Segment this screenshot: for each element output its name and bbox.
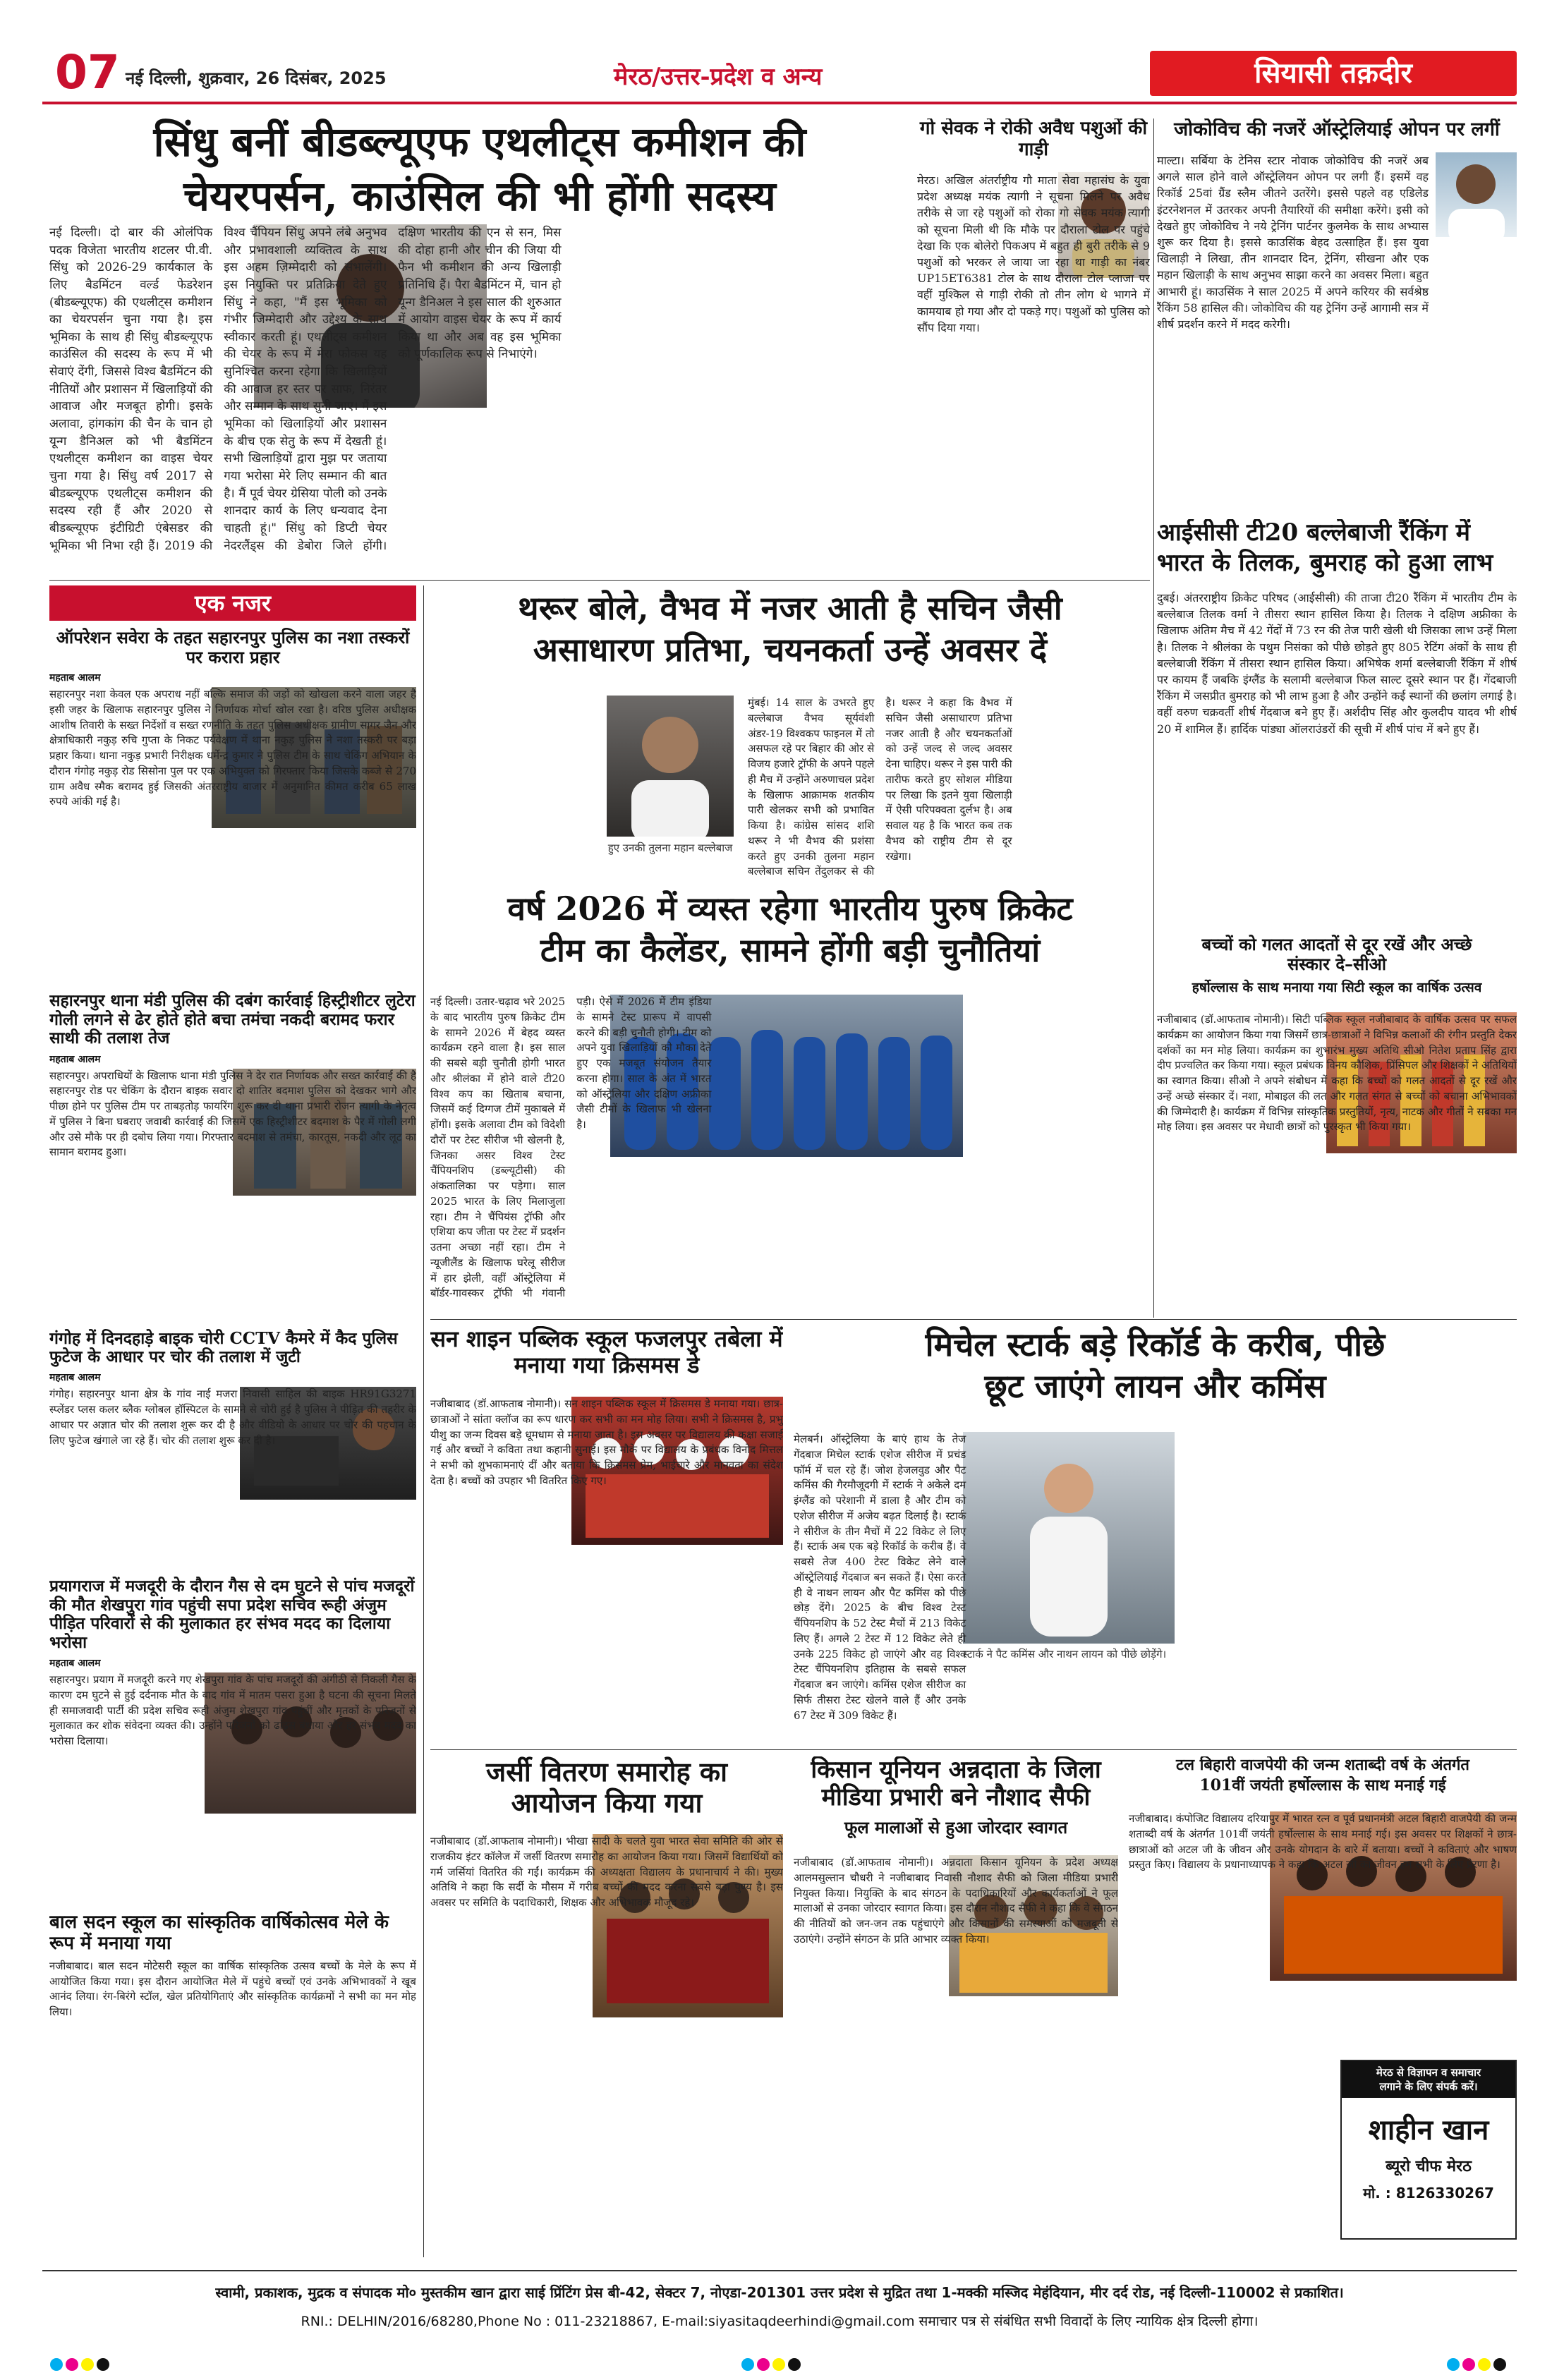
story1-body: सहारनपुर नशा केवल एक अपराध नहीं बल्कि समाज की जड़ों को खोखला करने वाला जहर है इसी जहर के खिलाफ सहारनपुर पुलिस ने निर्णायक मोर्चा खोल रखा है। वरिष्ठ पुलिस अधीक्षक आशीष तिवारी के सख्त निर्देशों व सख्त रणनीति के तहत पुलिस अधीक्षक ग्रामीण सागर जैन और क्षेत्राधिकारी नकुड़ रुचि गुप्ता के निकट पर्यवेक्षण में थाना नकुड़ पुलिस ने नशा तस्करी पर बड़ा प्रहार किया। थाना नकुड़ प्रभारी निरीक्षक धर्मेन्द्र कुमार ने पुलिस टीम के साथ चेकिंग अभियान के दौरान गंगोह नकुड़ रोड सिसोना पुल पर एक अभियुक्त को गिरफ्तार किया जिसके कब्जे से 270 ग्राम अवैध स्मैक बरामद हुई जिसकी अंतरराष्ट्रीय बाजार में अनुमानित कीमत करीब 65 लाख रुपये आंकी गई है। [49, 688, 416, 808]
cricket-headline-line1: वर्ष 2026 में व्यस्त रहेगा भारतीय पुरुष क्रिकेट [507, 890, 1073, 928]
ek-nazar-label [49, 585, 416, 621]
lead-headline-line2: चेयरपर्सन, काउंसिल की भी होंगी सदस्य [183, 171, 776, 220]
dateline: नई दिल्ली, शुक्रवार, 26 दिसंबर, 2025 [126, 68, 387, 88]
starc-headline-line2: छूट जाएंगे लायन और कमिंस [984, 1366, 1326, 1405]
jersey-story [430, 1756, 783, 2243]
story3-byline: महताब आलम [49, 1372, 101, 1384]
rule-h2 [430, 1319, 1517, 1320]
tharoor-body-a [430, 696, 593, 879]
story2-body: सहारनपुर। अपराधियों के खिलाफ थाना मंडी पुलिस ने देर रात निर्णायक और सख्त कार्रवाई की है सहारनपुर रोड पर चेकिंग के दौरान बाइक सवार दो शातिर बदमाश पुलिस को देखकर भागे और पीछा होने पर पुलिस टीम पर ताबड़तोड़ फायरिंग शुरू कर दी थाना प्रभारी रोजन त्यागी के नेतृत्व में पुलिस ने बिना घबराए जवाबी कार्रवाई की जिसमें एक हिस्ट्रीशीटर बदमाश के पैर में गोली लगी और उसे मौके पर ही दबोच लिया गया। गिरफ्तार बदमाश से तमंचा, कारतूस, नकदी और लूट का सामान बरामद हुआ। [49, 1069, 416, 1159]
color-registration-strip [42, 2355, 1517, 2374]
gosevak-story [917, 119, 1150, 577]
contact-banner [1342, 2061, 1515, 2098]
atal-story [1129, 1756, 1517, 2243]
tharoor-story [430, 590, 1150, 886]
section-title: मेरठ/उत्तर-प्रदेश व अन्य [614, 63, 823, 91]
story3-body: गंगोह। सहारनपुर थाना क्षेत्र के गांव नाई मजरा निवासी साहिल की बाइक HR91G3271 स्प्लेंडर प्लस कलर ब्लैक ग्लोबल हॉस्पिटल के सामने से चोरी हुई है पुलिस ने पीड़ित की तहरीर के आधार पर अज्ञात चोर की तलाश शुरू कर दी है और वीडियो के आधार पर चोर की पहचान के लिए फुटेज खंगाले जा रहे हैं। चोर की तलाश शुरू कर दी है। [49, 1388, 416, 1447]
kisan-subhead: फूल मालाओं से हुआ जोरदार स्वागत [844, 1817, 1068, 1838]
story3-wrap [49, 1387, 416, 1570]
icc-headline-line1: आईसीसी टी20 बल्लेबाजी रैंकिंग में [1157, 519, 1470, 547]
story3-headline: गंगोह में दिनदहाड़े बाइक चोरी CCTV कैमरे में कैद पुलिस फुटेज के आधार पर चोर की तलाश में जुटी [49, 1328, 398, 1366]
icc-body: दुबई। अंतरराष्ट्रीय क्रिकेट परिषद (आईसीसी) की ताजा टी20 रैंकिंग में भारतीय टीम के बल्लेबाज तिलक वर्मा ने तीसरा स्थान हासिल किया है। तिलक ने दक्षिण अफ्रीका के खिलाफ अंतिम मैच में 42 गेंदों में 73 रन की तेज पारी खेली थी जिसका लाभ उन्हें मिला है। तिलक ने श्रीलंका के पथुम निसंका को पीछे छोड़ते हुए 805 रेटिंग अंकों के साथ ही बल्लेबाजी रैंकिंग में तीसरा स्थान हासिल किया। अभिषेक शर्मा बल्लेबाजी रैंकिंग में शीर्ष पर कायम हैं जबकि इंग्लैंड के सलामी बल्लेबाज फिल साल्ट दूसरे स्थान पर हैं। गेंदबाजी रैंकिंग में जसप्रीत बुमराह को भी लाभ हुआ है और उन्होंने कई स्थानों की छलांग लगाई है। वहीं वरुण चक्रवर्ती शीर्ष गेंदबाज बने हुए हैं। अर्शदीप सिंह और कुलदीप यादव भी शीर्ष 20 में शामिल हैं। हार्दिक पांड्या ऑलराउंडरों की सूची में शीर्ष पांच में बने हुए हैं। [1157, 591, 1517, 736]
school-headline-line2: संस्कार दे–सीओ [1287, 953, 1387, 974]
tharoor-headline-line2: असाधारण प्रतिभा, चयनकर्ता उन्हें अवसर दें [533, 630, 1048, 669]
lead-headline-line1: सिंधु बनीं बीडब्ल्यूएफ एथलीट्स कमीशन की [153, 119, 806, 166]
contact-box [1340, 2060, 1517, 2240]
cricket-story [430, 890, 1150, 1313]
contact-line2: लगाने के लिए संपर्क करें। [1379, 2080, 1478, 2093]
starc-headline-line1: मिचेल स्टार्क बड़े रिकॉर्ड के करीब, पीछे [925, 1326, 1386, 1364]
paper-name-box [1150, 51, 1517, 96]
contact-role: ब्यूरो चीफ मेरठ [1386, 2157, 1472, 2175]
footer-line1: स्वामी, प्रकाशक, मुद्रक व संपादक मो० मुस्तकीम खान द्वारा साई प्रिंटिंग प्रेस बी-42, सेक्टर 7, नोएडा-201301 उत्तर प्रदेश से मुद्रित तथा 1-मक्की मस्जिद मेहंदियान, मीर दर्द रोड, नई दिल्ली-110002 से प्रकाशित। [215, 2284, 1344, 2301]
gosevak-headline: गो सेवक ने रोकी अवैध पशुओं की गाड़ी [919, 119, 1148, 160]
rule-h3 [430, 1749, 1517, 1750]
kisan-story [794, 1756, 1118, 2243]
school-subhead: हर्षोल्लास के साथ मनाया गया सिटी स्कूल का वार्षिक उत्सव [1192, 980, 1482, 996]
icc-story [1157, 519, 1517, 928]
tharoor-caption: हुए उनकी तुलना महान बल्लेबाज [607, 842, 733, 854]
ek-nazar-column [49, 585, 416, 2264]
imprint-footer [42, 2270, 1517, 2348]
tharoor-body: मुंबई। 14 साल के उभरते हुए बल्लेबाज वैभव सूर्यवंशी अंडर-19 विश्वकप फाइनल में तो असफल रहे पर बिहार की ओर से विजय हजारे ट्रॉफी के अपने पहले ही मैच में उन्होंने अरुणाचल प्रदेश के खिलाफ आक्रामक शतकीय पारी खेलकर सभी को प्रभावित किया है। कांग्रेस सांसद शशि थरूर ने भी वैभव की प्रशंसा करते हुए उनकी तुलना महान बल्लेबाज सचिन तेंदुलकर से की है। थरूर ने कहा कि वैभव में सचिन जैसी असाधारण प्रतिभा नजर आती है और चयनकर्ताओं को उन्हें जल्द से जल्द अवसर देना चाहिए। थरूर ने इस पारी की तारीफ करते हुए सोशल मीडिया पर लिखा कि इतने युवा खिलाड़ी में ऐसी परिपक्वता दुर्लभ है। अब सवाल यह है कि भारत कब तक वैभव को राष्ट्रीय टीम से दूर रखेगा। [748, 696, 1012, 878]
masthead [0, 0, 1552, 99]
djokovic-headline: जोकोविच की नजरें ऑस्ट्रेलियाई ओपन पर लगीं [1174, 119, 1500, 140]
rule-h1 [49, 580, 1150, 581]
kisan-body: नजीबाबाद (डॉ.आफताब नोमानी)। अन्नदाता किसान यूनियन के प्रदेश अध्यक्ष आलमसुल्तान चौधरी ने नजीबाबाद निवासी नौशाद सैफी को जिला मीडिया प्रभारी नियुक्त किया। नियुक्ति के बाद संगठन के पदाधिकारियों और कार्यकर्ताओं ने फूल मालाओं से उनका जोरदार स्वागत किया। इस दौरान नौशाद सैफी ने कहा कि वे संगठन की नीतियों को जन-जन तक पहुंचाएंगे और किसानों की समस्याओं को मजबूती से उठाएंगे। उन्होंने संगठन के प्रति आभार व्यक्त किया। [794, 1856, 1118, 1945]
atal-headline-line1: टल बिहारी वाजपेयी की जन्म शताब्दी वर्ष के अंतर्गत [1176, 1756, 1469, 1774]
kisan-headline-line1: किसान यूनियन अन्नदाता के जिला [811, 1756, 1101, 1784]
story1-byline: महताब आलम [49, 672, 101, 684]
masthead-rule [42, 102, 1517, 104]
contact-line1: मेरठ से विज्ञापन व समाचार [1376, 2066, 1481, 2079]
story1-wrap [49, 687, 416, 983]
starc-caption: स्टार्क ने पैट कमिंस और नाथन लायन को पीछे छोड़ेंगे। [963, 1648, 1167, 1660]
story4-byline: महताब आलम [49, 1658, 101, 1670]
school-headline-line1: बच्चों को गलत आदतों से दूर रखें और अच्छे [1201, 935, 1472, 954]
ek-nazar-text: एक नजर [194, 590, 271, 617]
lead-body: नई दिल्ली। दो बार की ओलंपिक पदक विजेता भारतीय शटलर पी.वी. सिंधु को 2026-29 कार्यकाल के लिए बैडमिंटन वर्ल्ड फेडरेशन (बीडब्ल्यूएफ) की एथलीट्स कमीशन का चेयरपर्सन चुना गया है। इस भूमिका के साथ ही सिंधु बीडब्ल्यूएफ काउंसिल की सदस्य के रूप में भी सेवाएं देंगी, जिससे विश्व बैडमिंटन की नीतियों और प्रशासन में खिलाड़ियों की आवाज और मजबूत होगी। इसके अलावा, हांगकांग की चैन के चान हो यून्ग डैनिअल को भी बैडमिंटन एथलीट्स कमीशन का वाइस चेयर चुना गया है। सिंधु वर्ष 2017 से बीडब्ल्यूएफ एथलीट्स कमीशन की सदस्य रही हैं और 2020 से बीडब्ल्यूएफ इंटीग्रिटी एंबेसडर की भूमिका भी निभा रही हैं। 2019 की विश्व चैंपियन सिंधु अपने लंबे अनुभव और प्रभावशाली व्यक्तित्व के साथ इस अहम ज़िम्मेदारी को संभालेंगी। इस नियुक्ति पर प्रतिक्रिया देते हुए सिंधु ने कहा, "मैं इस भूमिका को गंभीर जिम्मेदारी और उद्देश्य के साथ स्वीकार करती हूं। एथलीट्स कमीशन की चेयर के रूप में मेरा फोकस यह सुनिश्चित करना रहेगा कि खिलाड़ियों की आवाज हर स्तर पर साफ, निरंतर और सम्मान के साथ सुनी जाए। मैं इस भूमिका को खिलाड़ियों और प्रशासन के बीच एक सेतु के रूप में देखती हूं। सभी खिलाड़ियों द्वारा मुझ पर जताया गया भरोसा मेरे लिए सम्मान की बात है। मैं पूर्व चेयर ग्रेसिया पोली को उनके शानदार कार्य के लिए धन्यवाद देना चाहती हूं।" सिंधु को डिप्टी चेयर नेदरलैंड्स की डेबोरा जिले होंगी। दक्षिण भारतीय की एन से सन, मिस की दोहा हानी और चीन की जिया यी फैन भी कमीशन की अन्य खिलाड़ी प्रतिनिधि हैं। पैरा बैडमिंटन में, चान हो यून्ग डैनिअल ने इस साल की शुरुआत में आयोग वाइस चेयर के रूप में कार्य किया था और अब वह इस भूमिका को पूर्णकालिक रूप से निभाएंगे। [49, 226, 562, 553]
footer-line2: RNI.: DELHIN/2016/68280,Phone No : 011-23218867, E-mail:siyasitaqdeerhindi@gmail.com समाचार पत्र से संबंधित सभी विवादों के लिए न्यायिक क्षेत्र दिल्ली होगा। [301, 2314, 1259, 2329]
starc-story [794, 1326, 1517, 1742]
story1-headline: ऑपरेशन सवेरा के तहत सहारनपुर पुलिस का नशा तस्करों पर करारा प्रहार [56, 627, 410, 667]
story4-wrap [49, 1672, 416, 1905]
gosevak-body: मेरठ। अखिल अंतर्राष्ट्रीय गौ माता सेवा महासंघ के युवा प्रदेश अध्यक्ष मयंक त्यागी ने सूचना मिलने पर अवैध तरीके से जा रहे पशुओं को रोका गो सेवक मयंक त्यागी को सूचना मिली थी कि मौके पर दौराला टोल पर पहुंचे देखा कि एक बोलेरो पिकअप में बहुत ही बुरी तरीके से 9 पशुओं को भरकर ले जाया जा रहा था गाड़ी का नंबर UP15ET6381 टोल के साथ दौराला टोल प्लाजा पर वहीं मुश्किल से गाड़ी रोकी तो तीन लोग थे भागने में कामयाब हो गया और दो पकड़े गए। पशुओं को पुलिस को सौंप दिया गया। [917, 174, 1150, 334]
jersey-headline-line2: आयोजन किया गया [511, 1786, 703, 1819]
jersey-headline-line1: जर्सी वितरण समारोह का [486, 1756, 727, 1787]
story2-headline: सहारनपुर थाना मंडी पुलिस की दबंग कार्रवाई हिस्ट्रीशीटर लुटेरा गोली लगने से ढेर होते होते बचा तमंचा नकदी बरामद फरार साथी की तलाश तेज [49, 991, 416, 1048]
story2-byline: महताब आलम [49, 1053, 101, 1065]
atal-headline-line2: 101वीं जयंती हर्षोल्लास के साथ मनाई गई [1199, 1776, 1446, 1795]
kisan-headline-line2: मीडिया प्रभारी बने नौशाद सैफी [821, 1783, 1091, 1812]
rule-v2 [1153, 119, 1154, 1318]
story5-body: नजीबाबाद। बाल सदन मोटेसरी स्कूल का वार्षिक सांस्कृतिक उत्सव बच्चों के मेले के रूप में आयोजित किया गया। इस दौरान आयोजित मेले में पहुंचे बच्चों एवं उनके अभिभावकों ने खूब आनंद लिया। रंग-बिरंगे स्टॉल, खेल प्रतियोगिताएं और सांस्कृतिक कार्यक्रमों ने सभी का मन मोह लिया। [49, 1959, 416, 2019]
djokovic-story [1157, 119, 1517, 514]
sunshine-body: नजीबाबाद (डॉ.आफताब नोमानी)। सन शाइन पब्लिक स्कूल में क्रिसमस डे मनाया गया। छात्र-छात्राओं ने सांता क्लॉज का रूप धारण कर सभी का मन मोह लिया। सभी ने क्रिसमस है, प्रभु यीशु का जन्म दिवस बड़े धूमधाम से मनाया जाता है। इस अवसर पर विद्यालय की कक्षा सजाई गई और बच्चों ने कविता तथा कहानी सुनाई। इस मौके पर विद्यालय के प्रबंधक विनोद मित्तल ने सभी को शुभकामनाएं दीं और बताया कि क्रिसमस प्रेम, भाईचारे और मानवता का संदेश देता है। बच्चों को उपहार भी वितरित किए गए। [430, 1397, 783, 1487]
tharoor-headline-line1: थरूर बोले, वैभव में नजर आती है सचिन जैसी [518, 590, 1062, 627]
sunshine-story [430, 1326, 783, 1742]
lead-story [49, 119, 910, 577]
cricket-headline-line2: टीम का कैलेंडर, सामने होंगी बड़ी चुनौतियां [540, 930, 1041, 969]
icc-headline-line2: भारत के तिलक, बुमराह को हुआ लाभ [1157, 549, 1493, 578]
jersey-body: नजीबाबाद (डॉ.आफताब नोमानी)। भीखा सादी के चलते युवा भारत सेवा समिति की ओर से राजकीय इंटर कॉलेज में जर्सी वितरण समारोह का आयोजन किया गया। जिसमें विद्यार्थियों को गर्म जर्सियां वितरित की गईं। कार्यक्रम की अध्यक्षता विद्यालय के प्रधानाचार्य ने की। मुख्य अतिथि ने कहा कि सर्दी के मौसम में गरीब बच्चों की मदद करना सबसे बड़ा पुण्य है। इस अवसर पर समिति के पदाधिकारी, शिक्षक और अभिभावक मौजूद रहे। [430, 1835, 783, 1909]
atal-body: नजीबाबाद। कंपोजिट विद्यालय दरियापुर में भारत रत्न व पूर्व प्रधानमंत्री अटल बिहारी वाजपेयी की जन्म शताब्दी वर्ष के अंतर्गत 101वीं जयंती हर्षोल्लास के साथ मनाई गई। इस अवसर पर शिक्षकों ने छात्र-छात्राओं को अटल जी के जीवन और उनके योगदान के बारे में बताया। बच्चों ने कविताएं और भाषण प्रस्तुत किए। विद्यालय के प्रधानाध्यापक ने कहा कि अटल जी का जीवन हम सभी के लिए प्रेरणा है। [1129, 1812, 1517, 1871]
story4-body: सहारनपुर। प्रयाग में मजदूरी करने गए शेखपुरा गांव के पांच मजदूरों की अंगीठी से निकली गैस के कारण दम घुटने से हुई दर्दनाक मौत के बाद गांव में मातम पसरा हुआ है घटना की सूचना मिलते ही समाजवादी पार्टी की प्रदेश सचिव रूही अंजुम शेखपुरा गांव पहुंचीं और मृतकों के परिजनों से मुलाकात कर शोक संवेदना व्यक्त की। उन्होंने परिजनों को ढांढस बंधाया और हर संभव मदद का भरोसा दिलाया। [49, 1673, 416, 1748]
tharoor-photo [607, 696, 734, 837]
story4-headline: प्रयागराज में मजदूरी के दौरान गैस से दम घुटने से पांच मजदूरों की मौत शेखपुरा गांव पहुंची सपा प्रदेश सचिव रूही अंजुम पीड़ित परिवारों से की मुलाकात हर संभव मदद का दिलाया भरोसा [49, 1577, 415, 1652]
story5-headline: बाल सदन स्कूल का सांस्कृतिक वार्षिकोत्सव मेले के रूप में मनाया गया [49, 1912, 389, 1955]
school-body: नजीबाबाद (डॉ.आफताब नोमानी)। सिटी पब्लिक स्कूल नजीबाबाद के वार्षिक उत्सव पर सफल कार्यक्रम का आयोजन किया गया जिसमें छात्र-छात्राओं ने विभिन्न कलाओं की रंगीन प्रस्तुति देकर दर्शकों का मन मोह लिया। कार्यक्रम का शुभारंभ मुख्य अतिथि सीओ नितेश प्रताप सिंह द्वारा दीप प्रज्वलित कर किया गया। स्कूल प्रबंधक विनय कौशिक, प्रिंसिपल और शिक्षकों ने अतिथियों का स्वागत किया। सीओ ने अपने संबोधन में कहा कि बच्चों को गलत आदतों से दूर रखें और उन्हें अच्छे संस्कार दें। नशा, मोबाइल की लत और गलत संगत से बच्चों को बचाना अभिभावकों की जिम्मेदारी है। कार्यक्रम में विभिन्न सांस्कृतिक प्रस्तुतियों, नृत्य, नाटक और गीतों ने सबका मन मोह लिया। इस अवसर पर मेधावी छात्रों को पुरस्कृत भी किया गया। [1157, 1013, 1517, 1134]
rule-v1 [423, 585, 424, 2257]
cricket-body: नई दिल्ली। उतार-चढ़ाव भरे 2025 के बाद भारतीय पुरुष क्रिकेट टीम के सामने 2026 में बेहद व्यस्त कार्यक्रम रहने वाला है। इस साल की सबसे बड़ी चुनौती होगी भारत और श्रीलंका में होने वाले टी20 विश्व कप का खिताब बचाना, जिसमें कई दिग्गज टीमें मुकाबले में होंगी। इसके अलावा टीम को विदेशी दौरों पर टेस्ट सीरीज भी खेलनी है, जिनका असर विश्व टेस्ट चैंपियनशिप (डब्ल्यूटीसी) की अंकतालिका पर पड़ेगा। साल 2025 भारत के लिए मिलाजुला रहा। टीम ने चैंपियंस ट्रॉफी और एशिया कप जीता पर टेस्ट में प्रदर्शन उतना अच्छा नहीं रहा। टीम ने न्यूजीलैंड के खिलाफ घरेलू सीरीज में हार झेली, वहीं ऑस्ट्रेलिया में बॉर्डर-गावस्कर ट्रॉफी भी गंवानी पड़ी। ऐसे में 2026 में टीम इंडिया के सामने टेस्ट प्रारूप में वापसी करने की बड़ी चुनौती होगी। टीम को अपने युवा खिलाड़ियों को मौका देते हुए एक मजबूत संयोजन तैयार करना होगा। साल के अंत में भारत को ऑस्ट्रेलिया और दक्षिण अफ्रीका जैसी टीमों के खिलाफ भी खेलना है। [430, 995, 712, 1300]
djokovic-photo [1436, 152, 1517, 237]
page-number: 07 [55, 45, 120, 99]
story2-wrap [49, 1069, 416, 1323]
sunshine-headline: सन शाइन पब्लिक स्कूल फजलपुर तबेला में मनाया गया क्रिसमस डे [430, 1326, 783, 1378]
contact-name: शाहीन खान [1368, 2113, 1489, 2147]
contact-phone: मो. : 8126330267 [1363, 2185, 1494, 2202]
paper-name: सियासी तक़दीर [1254, 56, 1412, 90]
djokovic-body: माल्टा। सर्बिया के टेनिस स्टार नोवाक जोकोविच की नजरें अब अगले साल होने वाले ऑस्ट्रेलियन ओपन पर लगी हैं। इसमें वह रिकॉर्ड 25वां ग्रैंड स्लैम जीतने उतरेंगे। इससे पहले वह एडिलेड इंटरनेशनल में उतरकर अपनी तैयारियों की समीक्षा करेंगे। इसी को देखते हुए जोकोविच ने नये ट्रेनिंग पार्टनर कुलमेक के साथ अभ्यास शुरू कर दिया है। इससे काउसिंक बेहद उत्साहित हैं। इस युवा खिलाड़ी ने लिखा, तीन शानदार दिन, ट्रेनिंग, सीखना और एक महान खिलाड़ी के साथ अनुभव साझा करने का अवसर मिला। बहुत आभारी हूं। काउसिंक ने साल 2025 में अपने करियर की सर्वश्रेष्ठ रैंकिंग 58 हासिल की। जोकोविच की यह ट्रेनिंग उन्हें आगामी सत्र में शीर्ष प्रदर्शन करने में मदद करेगी। [1157, 154, 1429, 331]
starc-body: मेलबर्न। ऑस्ट्रेलिया के बाएं हाथ के तेज गेंदबाज मिचेल स्टार्क एशेज सीरीज में प्रचंड फॉर्म में चल रहे हैं। जोश हेजलवुड और पैट कमिंस की गैरमौजूदगी में स्टार्क ने अकेले दम इंग्लैंड को परेशानी में डाला है और टीम को एशेज सीरीज में अजेय बढ़त दिलाई है। स्टार्क ने सीरीज के तीन मैचों में 22 विकेट ले लिए हैं। स्टार्क अब एक बड़े रिकॉर्ड के करीब हैं। वे सबसे तेज 400 टेस्ट विकेट लेने वाले ऑस्ट्रेलियाई गेंदबाज बन सकते हैं। ऐसा करते ही वे नाथन लायन और पैट कमिंस को पीछे छोड़ देंगे। 2025 के बीच विश्व टेस्ट चैंपियनशिप के 52 टेस्ट मैचों में 213 विकेट लिए हैं। अगले 2 टेस्ट में 12 विकेट लेते ही उनके 225 विकेट हो जाएंगे और वह विश्व टेस्ट चैंपियनशिप इतिहास के सबसे सफल गेंदबाज बन जाएंगे। कमिंस एशेज सीरीज का सिर्फ तीसरा टेस्ट खेलने वाले हैं और उनके 67 टेस्ट में 309 विकेट हैं। [794, 1433, 966, 1722]
